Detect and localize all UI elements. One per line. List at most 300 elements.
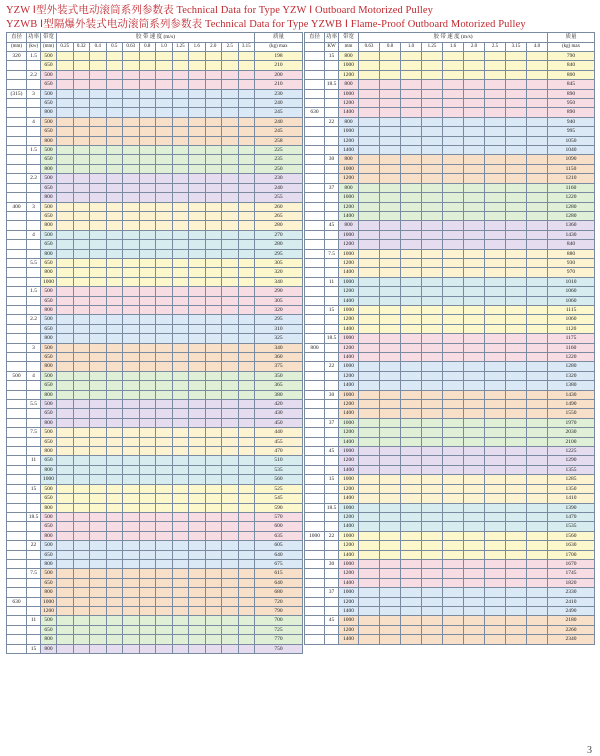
speed-availability-cell [464,70,485,79]
speed-availability-cell [238,362,255,371]
speed-availability-cell [380,277,401,286]
mass-cell: 230 [255,89,303,98]
speed-availability-cell [443,343,464,352]
speed-availability-cell [380,174,401,183]
speed-availability-cell [222,409,239,418]
speed-availability-cell [205,89,222,98]
right-table-row [305,522,595,531]
right-table-row [305,418,595,427]
diameter-cell [7,531,27,540]
speed-availability-cell [205,52,222,61]
speed-availability-cell [443,494,464,503]
diameter-cell [305,428,325,437]
speed-availability-cell [485,164,506,173]
speed-availability-cell [380,99,401,108]
power-cell [325,174,339,183]
speed-availability-cell [527,616,548,625]
speed-availability-cell [156,296,173,305]
right-table-row [305,315,595,324]
speed-availability-cell [73,371,90,380]
speed-availability-cell [156,644,173,653]
speed-availability-cell [401,230,422,239]
speed-availability-cell [189,305,206,314]
speed-availability-cell [222,635,239,644]
speed-availability-cell [172,353,189,362]
mass-cell: 1280 [548,362,595,371]
speed-availability-cell [205,277,222,286]
speed-availability-cell [222,569,239,578]
belt-width-cell: 1000 [339,390,359,399]
speed-availability-cell [485,409,506,418]
speed-availability-cell [238,183,255,192]
right-table-row [305,164,595,173]
speed-availability-cell [380,522,401,531]
right-table-row [305,334,595,343]
diameter-cell [7,99,27,108]
speed-availability-cell [422,61,443,70]
left-speed-7: 1.25 [172,43,189,52]
speed-availability-cell [401,136,422,145]
speed-availability-cell [73,230,90,239]
left-table-row [7,146,303,155]
right-table-row [305,475,595,484]
speed-availability-cell [380,475,401,484]
belt-width-cell: 1200 [339,569,359,578]
speed-availability-cell [156,193,173,202]
speed-availability-cell [90,362,107,371]
diameter-cell [7,211,27,220]
belt-width-cell: 800 [41,136,57,145]
speed-availability-cell [359,447,380,456]
header-mass: 质量 [255,33,303,43]
speed-availability-cell [506,127,527,136]
diameter-cell [305,99,325,108]
belt-width-cell: 1000 [339,447,359,456]
speed-availability-cell [172,277,189,286]
belt-width-cell: 500 [41,230,57,239]
speed-availability-cell [527,174,548,183]
mass-cell: 1535 [548,522,595,531]
power-cell: 5.5 [27,258,41,267]
speed-availability-cell [238,99,255,108]
belt-width-cell: 1400 [339,522,359,531]
speed-availability-cell [156,221,173,230]
speed-availability-cell [172,588,189,597]
mass-cell: 1550 [548,409,595,418]
power-cell [27,578,41,587]
speed-availability-cell [238,193,255,202]
speed-availability-cell [506,522,527,531]
speed-availability-cell [401,61,422,70]
speed-availability-cell [90,61,107,70]
speed-availability-cell [205,80,222,89]
power-cell [27,183,41,192]
speed-availability-cell [205,512,222,521]
speed-availability-cell [156,559,173,568]
speed-availability-cell [401,164,422,173]
speed-availability-cell [359,99,380,108]
speed-availability-cell [73,578,90,587]
speed-availability-cell [57,409,74,418]
power-cell: 37 [325,183,339,192]
speed-availability-cell [443,625,464,634]
right-table-row [305,390,595,399]
speed-availability-cell [485,484,506,493]
speed-availability-cell [172,512,189,521]
speed-availability-cell [57,249,74,258]
mass-cell: 640 [255,578,303,587]
header-belt-speed: 胶 带 速 度 (m/s) [57,33,255,43]
right-table-row [305,559,595,568]
speed-availability-cell [172,475,189,484]
speed-availability-cell [506,512,527,521]
belt-width-cell: 1000 [339,61,359,70]
speed-availability-cell [172,324,189,333]
power-cell [325,606,339,615]
speed-availability-cell [464,117,485,126]
mass-cell: 320 [255,305,303,314]
speed-availability-cell [139,418,156,427]
speed-availability-cell [57,277,74,286]
speed-availability-cell [401,108,422,117]
power-cell [27,635,41,644]
speed-availability-cell [380,80,401,89]
speed-availability-cell [443,428,464,437]
speed-availability-cell [189,465,206,474]
speed-availability-cell [205,559,222,568]
speed-availability-cell [443,465,464,474]
speed-availability-cell [464,258,485,267]
belt-width-cell: 650 [41,183,57,192]
speed-availability-cell [422,362,443,371]
speed-availability-cell [123,334,140,343]
mass-cell: 840 [548,240,595,249]
speed-availability-cell [238,202,255,211]
speed-availability-cell [205,164,222,173]
diameter-cell: (315) [7,89,27,98]
belt-width-cell: 800 [41,644,57,653]
speed-availability-cell [172,193,189,202]
speed-availability-cell [123,52,140,61]
speed-availability-cell [422,202,443,211]
speed-availability-cell [205,644,222,653]
speed-availability-cell [359,268,380,277]
speed-availability-cell [506,400,527,409]
left-table-row [7,136,303,145]
right-table-row [305,541,595,550]
speed-availability-cell [189,418,206,427]
speed-availability-cell [73,381,90,390]
mass-cell: 1115 [548,305,595,314]
right-table-row [305,588,595,597]
diameter-cell [7,334,27,343]
speed-availability-cell [359,80,380,89]
power-cell [325,258,339,267]
mass-cell: 1410 [548,494,595,503]
power-cell [325,512,339,521]
speed-availability-cell [123,221,140,230]
speed-availability-cell [172,409,189,418]
header-diameter-unit: (mm) [7,43,27,52]
speed-availability-cell [222,400,239,409]
speed-availability-cell [485,616,506,625]
left-speed-5: 0.8 [139,43,156,52]
speed-availability-cell [485,183,506,192]
speed-availability-cell [90,418,107,427]
speed-availability-cell [57,541,74,550]
speed-availability-cell [464,588,485,597]
mass-cell: 440 [255,428,303,437]
speed-availability-cell [401,240,422,249]
diameter-cell: 400 [7,202,27,211]
speed-availability-cell [123,183,140,192]
speed-availability-cell [359,456,380,465]
left-table-row [7,569,303,578]
speed-availability-cell [189,287,206,296]
speed-availability-cell [172,381,189,390]
speed-availability-cell [139,52,156,61]
speed-availability-cell [401,174,422,183]
speed-availability-cell [139,371,156,380]
speed-availability-cell [422,559,443,568]
speed-availability-cell [238,296,255,305]
speed-availability-cell [238,164,255,173]
speed-availability-cell [401,494,422,503]
right-speed-8: 4.0 [527,43,548,52]
header-belt-width: 带宽 [41,33,57,43]
mass-cell: 1560 [548,531,595,540]
speed-availability-cell [359,522,380,531]
diameter-cell [7,287,27,296]
speed-availability-cell [139,437,156,446]
speed-availability-cell [422,494,443,503]
speed-availability-cell [123,465,140,474]
power-cell [27,418,41,427]
belt-width-cell: 650 [41,578,57,587]
speed-availability-cell [73,202,90,211]
speed-availability-cell [57,136,74,145]
speed-availability-cell [527,635,548,644]
mass-cell: 1970 [548,418,595,427]
speed-availability-cell [106,447,123,456]
speed-availability-cell [443,52,464,61]
speed-availability-cell [359,183,380,192]
mass-cell: 1670 [548,559,595,568]
power-cell: 18.5 [325,334,339,343]
belt-width-cell: 500 [41,315,57,324]
right-table-row [305,616,595,625]
speed-availability-cell [401,616,422,625]
right-table-row [305,296,595,305]
mass-cell: 1285 [548,475,595,484]
belt-width-cell: 650 [41,324,57,333]
speed-availability-cell [527,522,548,531]
right-table-row [305,550,595,559]
speed-availability-cell [106,193,123,202]
speed-availability-cell [527,569,548,578]
left-table-row [7,559,303,568]
speed-availability-cell [380,635,401,644]
right-table-row [305,597,595,606]
speed-availability-cell [359,127,380,136]
speed-availability-cell [422,296,443,305]
speed-availability-cell [222,390,239,399]
speed-availability-cell [485,127,506,136]
speed-availability-cell [380,606,401,615]
speed-availability-cell [506,437,527,446]
right-table-row [305,447,595,456]
left-parameter-table [6,32,303,654]
speed-availability-cell [90,230,107,239]
speed-availability-cell [123,381,140,390]
speed-availability-cell [485,146,506,155]
speed-availability-cell [401,287,422,296]
diameter-cell [7,606,27,615]
mass-cell: 1700 [548,550,595,559]
speed-availability-cell [123,362,140,371]
speed-availability-cell [106,484,123,493]
speed-availability-cell [73,550,90,559]
speed-availability-cell [506,334,527,343]
speed-availability-cell [205,531,222,540]
speed-availability-cell [401,381,422,390]
belt-width-cell: 1400 [339,494,359,503]
speed-availability-cell [139,221,156,230]
mass-cell: 375 [255,362,303,371]
speed-availability-cell [189,117,206,126]
speed-availability-cell [359,61,380,70]
speed-availability-cell [123,230,140,239]
speed-availability-cell [123,315,140,324]
power-cell: 4 [27,230,41,239]
speed-availability-cell [401,503,422,512]
belt-width-cell: 500 [41,174,57,183]
speed-availability-cell [106,343,123,352]
belt-width-cell: 800 [41,559,57,568]
speed-availability-cell [401,80,422,89]
speed-availability-cell [359,146,380,155]
speed-availability-cell [222,127,239,136]
speed-availability-cell [222,353,239,362]
speed-availability-cell [422,447,443,456]
belt-width-cell: 800 [41,531,57,540]
mass-cell: 1430 [548,390,595,399]
speed-availability-cell [506,465,527,474]
speed-availability-cell [401,409,422,418]
speed-availability-cell [506,80,527,89]
mass-cell: 340 [255,277,303,286]
speed-availability-cell [380,61,401,70]
speed-availability-cell [123,597,140,606]
left-speed-8: 1.6 [189,43,206,52]
speed-availability-cell [401,99,422,108]
speed-availability-cell [527,287,548,296]
speed-availability-cell [222,117,239,126]
speed-availability-cell [443,287,464,296]
speed-availability-cell [90,644,107,653]
speed-availability-cell [106,258,123,267]
speed-availability-cell [359,136,380,145]
speed-availability-cell [359,418,380,427]
mass-cell: 600 [255,522,303,531]
speed-availability-cell [172,89,189,98]
speed-availability-cell [139,164,156,173]
speed-availability-cell [123,117,140,126]
right-table-row [305,89,595,98]
speed-availability-cell [506,588,527,597]
speed-availability-cell [401,531,422,540]
speed-availability-cell [172,268,189,277]
speed-availability-cell [205,428,222,437]
speed-availability-cell [238,324,255,333]
speed-availability-cell [57,287,74,296]
speed-availability-cell [57,52,74,61]
mass-cell: 1220 [548,193,595,202]
speed-availability-cell [506,52,527,61]
speed-availability-cell [156,277,173,286]
power-cell [325,597,339,606]
speed-availability-cell [172,80,189,89]
power-cell: 22 [325,117,339,126]
speed-availability-cell [401,305,422,314]
mass-cell: 640 [255,550,303,559]
power-cell [325,108,339,117]
diameter-cell [7,550,27,559]
speed-availability-cell [90,484,107,493]
speed-availability-cell [73,606,90,615]
belt-width-cell: 1400 [339,353,359,362]
left-speed-10: 2.5 [222,43,239,52]
belt-width-cell: 800 [41,305,57,314]
speed-availability-cell [106,202,123,211]
speed-availability-cell [189,371,206,380]
speed-availability-cell [485,597,506,606]
power-cell: 2.2 [27,70,41,79]
mass-cell: 1390 [548,503,595,512]
diameter-cell [7,484,27,493]
power-cell [27,494,41,503]
speed-availability-cell [443,155,464,164]
right-table-row [305,211,595,220]
speed-availability-cell [172,541,189,550]
speed-availability-cell [464,174,485,183]
speed-availability-cell [506,494,527,503]
left-table-row [7,588,303,597]
mass-cell: 750 [255,644,303,653]
speed-availability-cell [205,136,222,145]
belt-width-cell: 800 [41,164,57,173]
speed-availability-cell [106,117,123,126]
diameter-cell [305,277,325,286]
speed-availability-cell [73,428,90,437]
speed-availability-cell [156,164,173,173]
diameter-cell [7,503,27,512]
speed-availability-cell [506,597,527,606]
title-chinese-english-2: YZWB Ⅰ型隔爆外装式电动滚筒系列参数表 Technical Data for Type YZWB Ⅰ Flame-Proof Outboard Motorized Pulley [6,19,526,30]
speed-availability-cell [238,268,255,277]
speed-availability-cell [527,70,548,79]
speed-availability-cell [485,202,506,211]
speed-availability-cell [380,324,401,333]
left-speed-1: 0.32 [73,43,90,52]
speed-availability-cell [205,635,222,644]
left-table-row [7,522,303,531]
diameter-cell [305,400,325,409]
speed-availability-cell [156,353,173,362]
speed-availability-cell [90,465,107,474]
speed-availability-cell [172,371,189,380]
speed-availability-cell [57,447,74,456]
